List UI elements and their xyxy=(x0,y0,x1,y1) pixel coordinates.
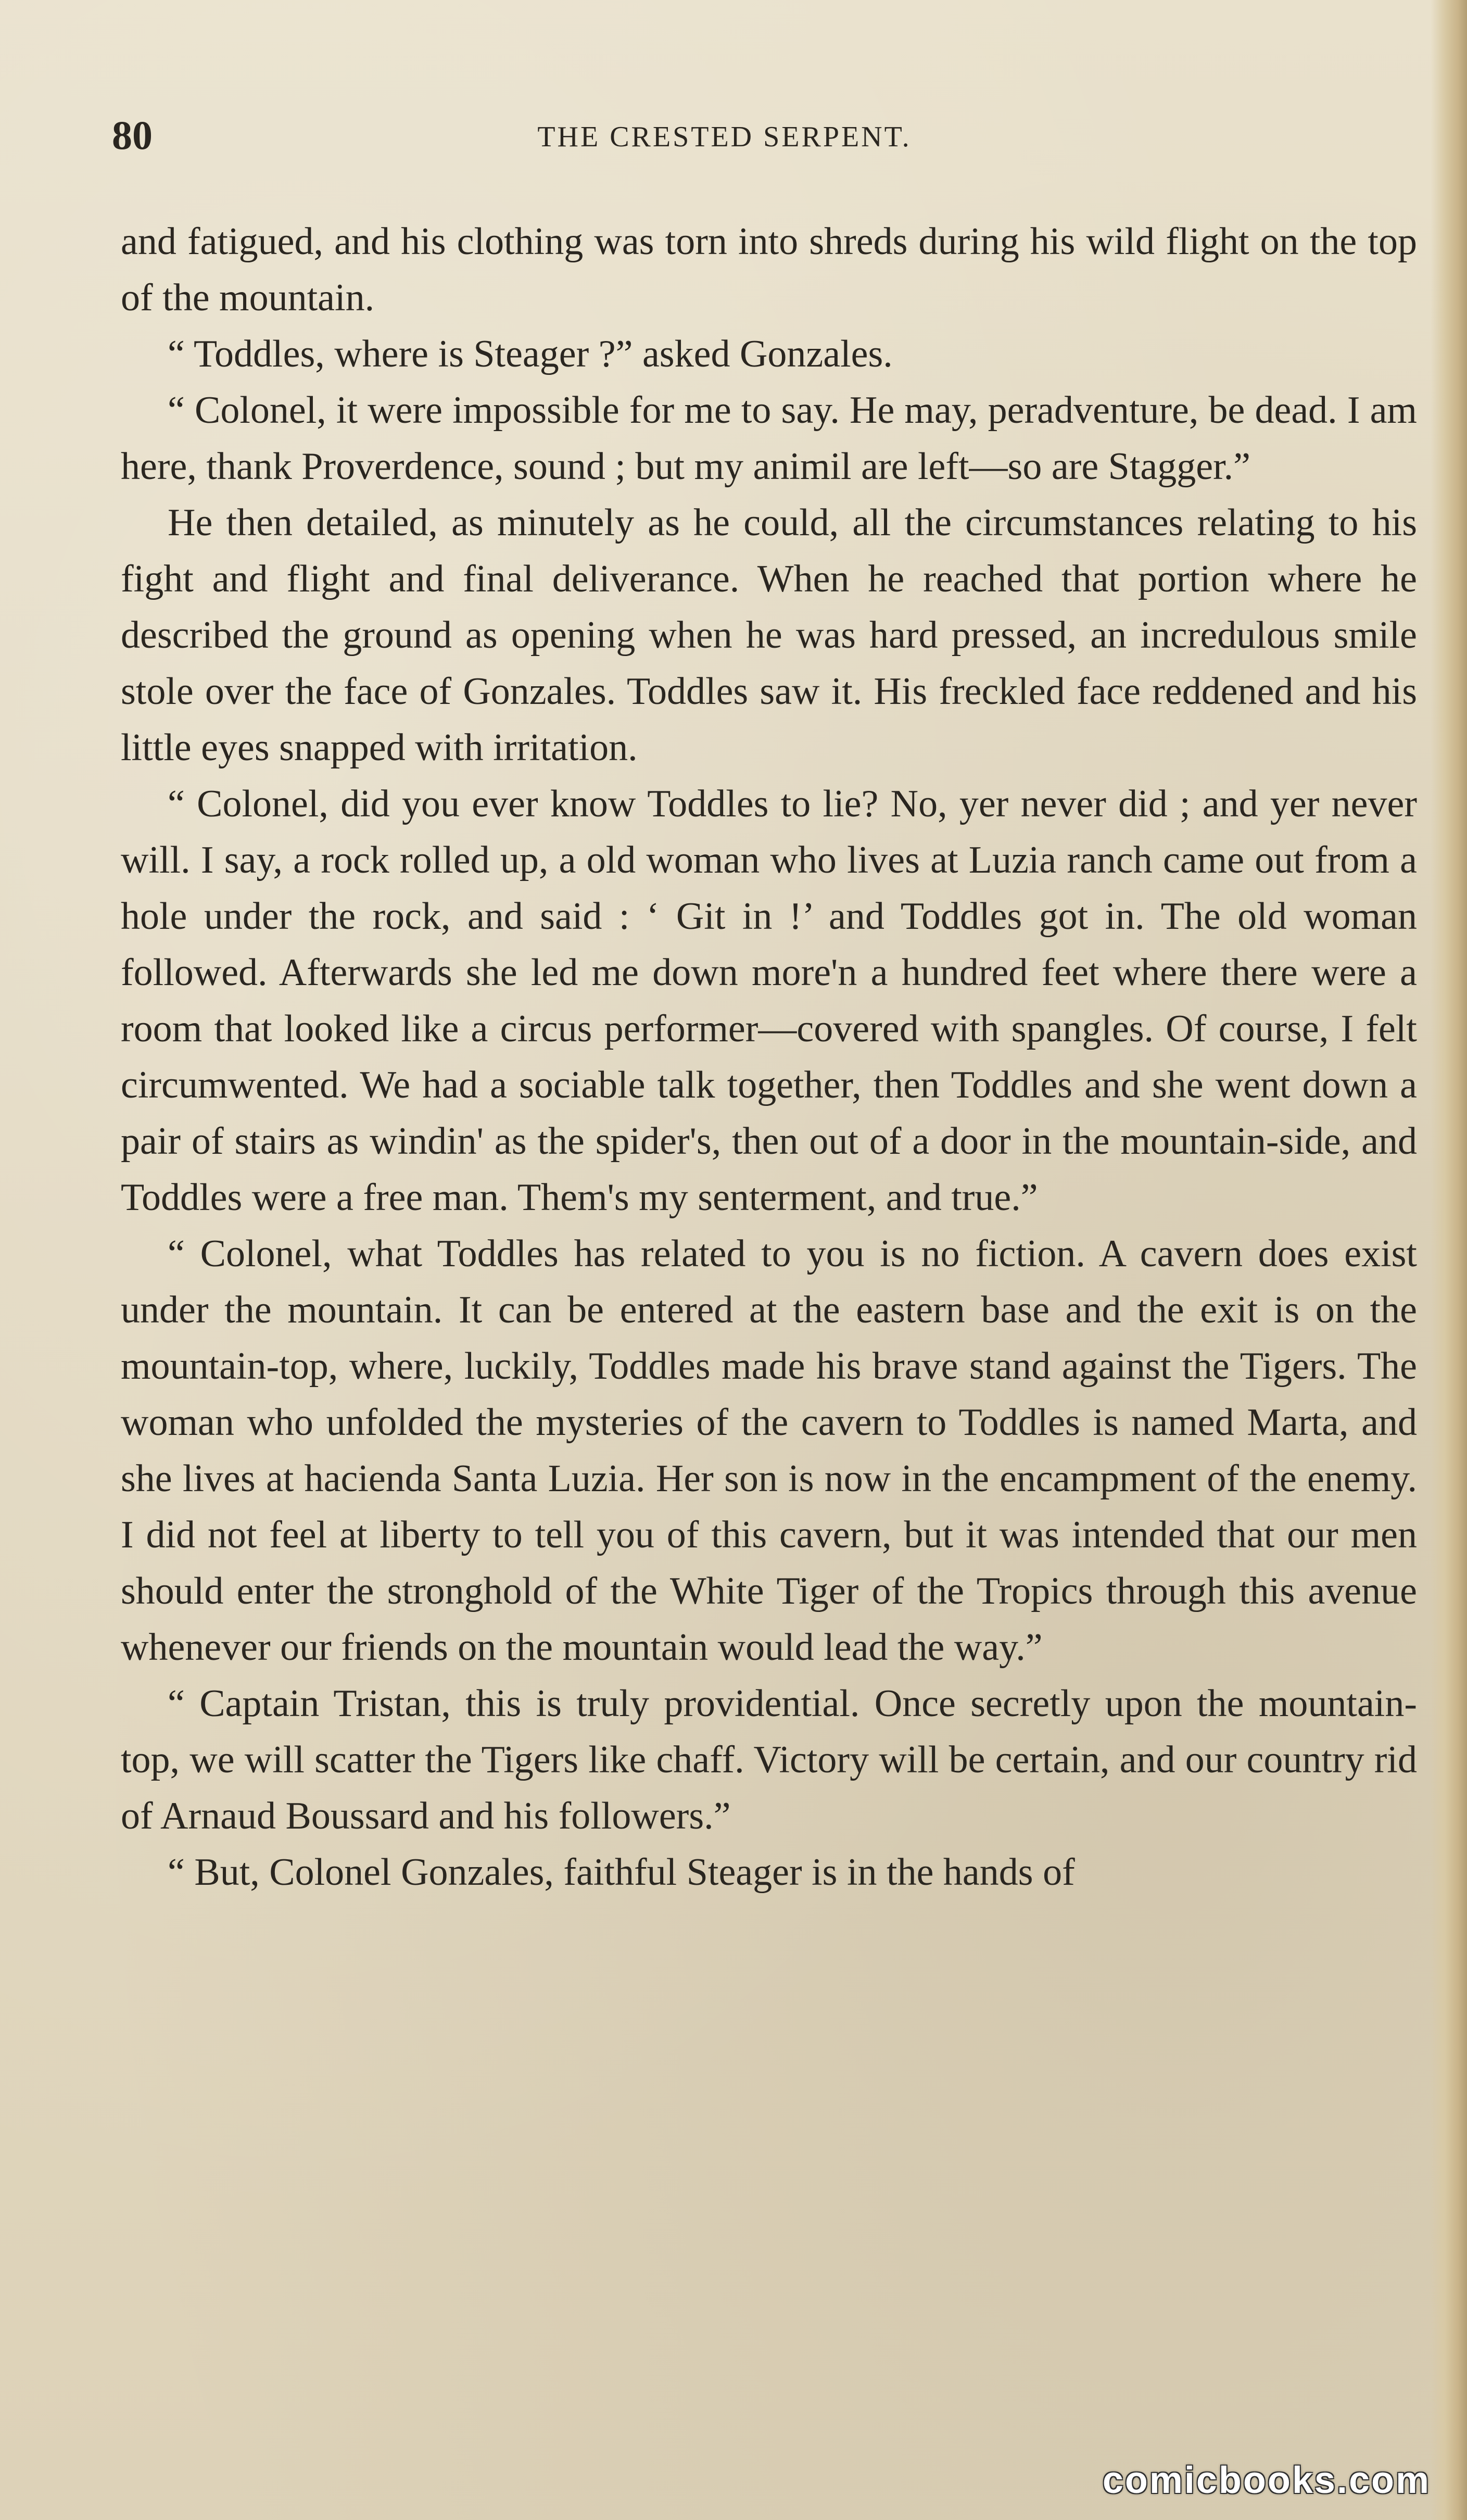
body-text xyxy=(121,213,1417,1900)
page-header xyxy=(112,112,1337,159)
paragraph: “ Colonel, what Toddles has related to you is no fiction. A cavern does exist under the mountain. It can be entered at the eastern base and the exit is on the mountain-top, where, luckily, Toddles made his brave stand against the Tigers. The woman who unfolded the mysteries of the cavern to Toddles is named Marta, and she lives at hacienda Santa Luzia. Her son is now in the encampment of the enemy. I did not feel at liberty to tell you of this cavern, but it was intended that our men should enter the stronghold of the White Tiger of the Tropics through this avenue whenever our friends on the mountain would lead the way.” xyxy=(121,1232,1417,1669)
paragraph: “ Captain Tristan, this is truly providential. Once secretly upon the mountain-top, we will scatter the Tigers like chaff. Victory will be certain, and our country rid of Arnaud Boussard and his followers.” xyxy=(121,1682,1417,1837)
paragraph: He then detailed, as minutely as he could, all the circumstances relating to his fight and flight and final deliverance. When he reached that portion where he described the ground as opening when he was hard pressed, an incredulous smile stole over the face of Gonzales. Toddles saw it. His freckled face reddened and his little eyes snapped with irritation. xyxy=(121,501,1417,769)
paragraph: “ Colonel, it were impossible for me to say. He may, peradventure, be dead. I am here, thank Proverdence, sound ; but my animil are left—so are Stagger.” xyxy=(121,389,1417,488)
paragraph: “ Colonel, did you ever know Toddles to lie? No, yer never did ; and yer never will. I say, a rock rolled up, a old woman who lives at Luzia ranch came out from a hole under the rock, and said : ‘ Git in !’ and Toddles got in. The old woman followed. Afterwards she led me down more'n a hundred feet where there were a room that looked like a circus performer—covered with spangles. Of course, I felt circumwented. We had a sociable talk together, then Toddles and she went down a pair of stairs as windin' as the spider's, then out of a door in the mountain-side, and Toddles were a free man. Them's my senterment, and true.” xyxy=(121,783,1417,1219)
paragraph: and fatigued, and his clothing was torn into shreds during his wild flight on the top of the mountain. xyxy=(121,220,1417,319)
watermark: comicbooks.com xyxy=(1102,2460,1431,2501)
paragraph: “ Toddles, where is Steager ?” asked Gonzales. xyxy=(168,333,893,375)
page-edge-shadow xyxy=(1431,0,1467,2520)
paragraph: “ But, Colonel Gonzales, faithful Steager is in the hands of xyxy=(168,1851,1075,1894)
page-number: 80 xyxy=(112,112,153,158)
running-title: THE CRESTED SERPENT. xyxy=(537,121,912,153)
